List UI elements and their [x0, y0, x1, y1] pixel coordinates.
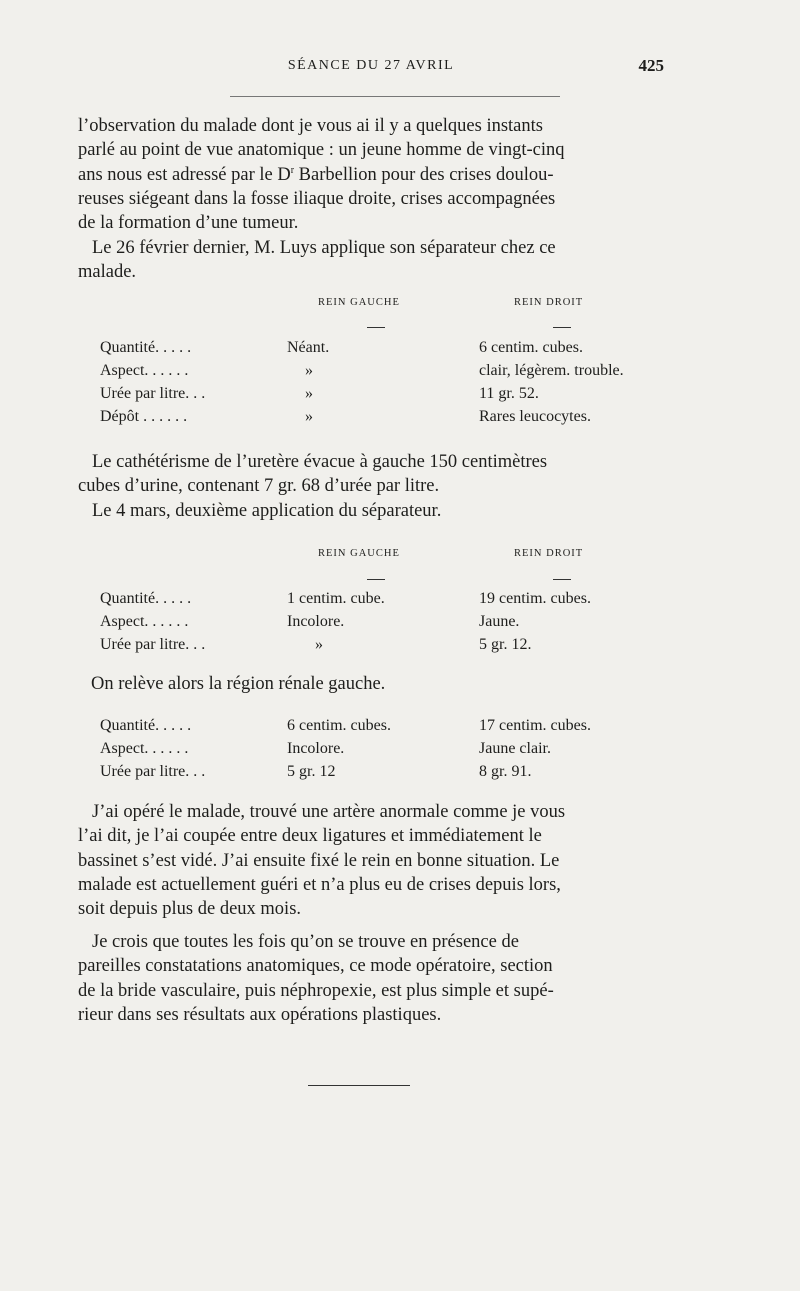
row-label: Urée par litre. . .	[100, 763, 206, 780]
right-value: 17 centim. cubes.	[479, 717, 591, 734]
paragraph-operation	[78, 800, 664, 921]
text-line: cubes d’urine, contenant 7 gr. 68 d’urée par litre.	[78, 476, 440, 497]
text-line: l’observation du malade dont je vous ai il y a quelques instants	[78, 116, 543, 136]
left-value: Incolore.	[287, 740, 345, 757]
left-value: »	[315, 636, 323, 653]
table-row	[0, 590, 800, 612]
left-value: 5 gr. 12	[287, 763, 336, 780]
column-rule	[553, 327, 571, 328]
row-label: Quantité. . . . .	[100, 339, 192, 356]
superscript: r	[290, 164, 295, 176]
text-line: reuses siégeant dans la fosse iliaque droite, crises accompagnées	[78, 188, 556, 209]
row-label: Aspect. . . . . .	[100, 362, 189, 379]
table-row	[0, 636, 800, 658]
right-value: Jaune clair.	[479, 740, 551, 757]
text-line: pareilles constatations anatomiques, ce mode opératoire, section	[78, 956, 553, 977]
text-line: parlé au point de vue anatomique : un jeune homme de vingt-cinq	[78, 140, 565, 161]
text-line	[78, 163, 664, 187]
left-value: »	[305, 408, 313, 425]
table-row	[0, 339, 800, 361]
row-label: Dépôt . . . . . .	[100, 408, 188, 425]
right-value: 8 gr. 91.	[479, 763, 532, 780]
right-value: Jaune.	[479, 613, 520, 630]
text-line: l’ai dit, je l’ai coupée entre deux ligatures et immédiatement le	[78, 826, 542, 847]
row-label: Quantité. . . . .	[100, 590, 192, 607]
left-value: »	[305, 362, 313, 379]
page-number: 425	[638, 56, 664, 75]
text-line: soit depuis plus de deux mois.	[78, 899, 302, 920]
right-value: Rares leucocytes.	[479, 408, 591, 425]
left-value: »	[305, 385, 313, 402]
text-line: J’ai opéré le malade, trouvé une artère anormale comme je vous	[92, 802, 566, 822]
right-value: 19 centim. cubes.	[479, 590, 591, 607]
table-row	[0, 717, 800, 739]
column-header-right: REIN DROIT	[514, 297, 584, 308]
text-line: Le 4 mars, deuxième application du séparateur.	[92, 500, 442, 521]
right-value: 11 gr. 52.	[479, 385, 539, 402]
row-label: Quantité. . . . .	[100, 717, 192, 734]
row-label: Urée par litre. . .	[100, 385, 206, 402]
paragraph-catheterism	[78, 450, 664, 523]
running-header	[78, 58, 664, 84]
intro-paragraph	[78, 114, 664, 235]
column-header-left: REIN GAUCHE	[318, 548, 400, 559]
left-value: Incolore.	[287, 613, 345, 630]
right-value: 5 gr. 12.	[479, 636, 532, 653]
table-row	[0, 613, 800, 635]
text-line: de la bride vasculaire, puis néphropexie, est plus simple et supé-	[78, 980, 554, 1001]
column-rule	[367, 579, 385, 580]
header-rule	[230, 96, 560, 97]
table-row	[0, 740, 800, 762]
text-line: malade.	[78, 262, 137, 283]
column-rule	[553, 579, 571, 580]
table-row	[0, 385, 800, 407]
row-label: Aspect. . . . . .	[100, 740, 189, 757]
paragraph-luys	[78, 236, 664, 285]
text-fragment: ans nous est adressé par le D	[78, 164, 291, 185]
paragraph-conclusion	[78, 930, 664, 1027]
right-value: clair, légèrem. trouble.	[479, 362, 624, 379]
table-row	[0, 408, 800, 430]
left-value: 6 centim. cubes.	[287, 717, 391, 734]
table-row	[0, 763, 800, 785]
end-rule	[308, 1085, 410, 1086]
table-row	[0, 362, 800, 384]
left-value: Néant.	[287, 339, 330, 356]
text-line: Je crois que toutes les fois qu’on se trouve en présence de	[92, 932, 519, 952]
column-rule	[367, 327, 385, 328]
text-line: bassinet s’est vidé. J’ai ensuite fixé le rein en bonne situation. Le	[78, 850, 560, 871]
text-line: Le 26 février dernier, M. Luys applique son séparateur chez ce	[92, 238, 556, 258]
running-title: SÉANCE DU 27 AVRIL	[287, 58, 455, 73]
subheading: On relève alors la région rénale gauche.	[91, 674, 386, 694]
right-value: 6 centim. cubes.	[479, 339, 583, 356]
text-line: de la formation d’une tumeur.	[78, 213, 299, 234]
row-label: Urée par litre. . .	[100, 636, 206, 653]
text-line: malade est actuellement guéri et n’a plus eu de crises depuis lors,	[78, 874, 561, 895]
column-header-left: REIN GAUCHE	[318, 297, 400, 308]
text-line: rieur dans ses résultats aux opérations plastiques.	[78, 1004, 442, 1025]
row-label: Aspect. . . . . .	[100, 613, 189, 630]
left-value: 1 centim. cube.	[287, 590, 385, 607]
text-fragment: Barbellion pour des crises doulou-	[294, 164, 554, 185]
column-header-right: REIN DROIT	[514, 548, 584, 559]
text-line: Le cathétérisme de l’uretère évacue à gauche 150 centimètres	[92, 452, 548, 472]
